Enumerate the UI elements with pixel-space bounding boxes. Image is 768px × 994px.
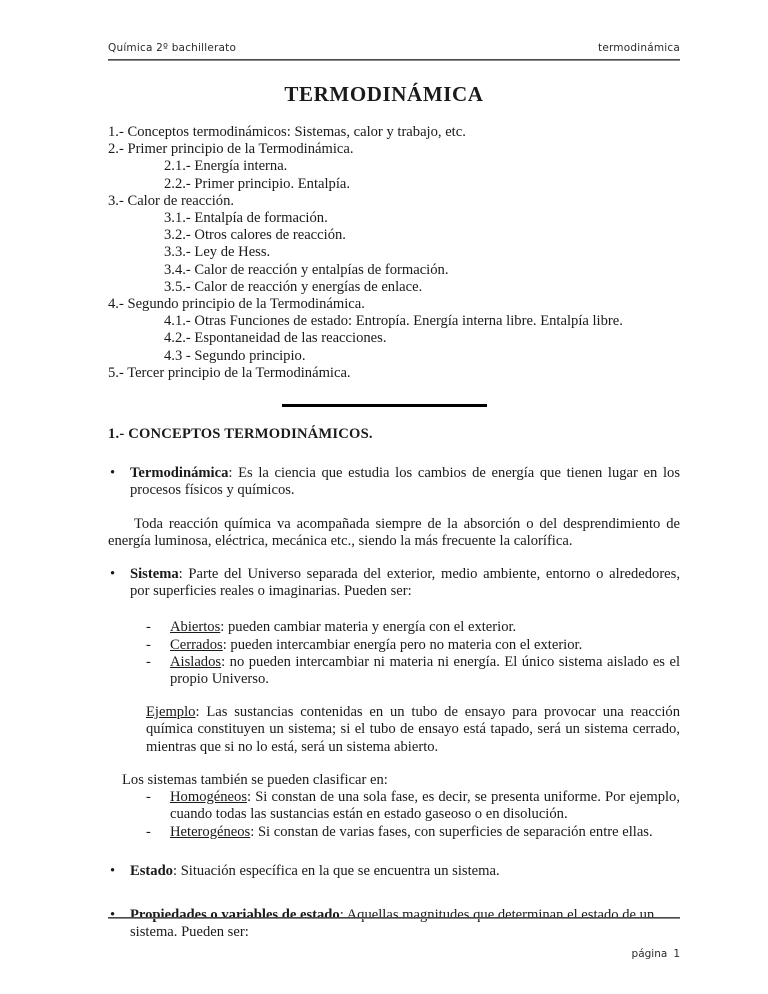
definition-termodinamica: Es la ciencia que estudia los cambios de energía que tienen lugar en los procesos físicos y químicos. [130, 465, 680, 499]
paragraph-toda-reaccion: Toda reacción química va acompañada siempre de la absorción o del desprendimiento de energía luminosa, eléctrica, mecánica etc., siendo la más frecuente la calorífica. [108, 515, 680, 549]
dash-bullet-icon: - [146, 823, 151, 840]
toc-item: 4.2.- Espontaneidad de las reacciones. [164, 330, 387, 347]
colon-separator: : [247, 789, 256, 806]
term-label: Aislados [170, 653, 222, 670]
term-description: no pueden intercambiar ni materia ni energía. El único sistema aislado es el propio Universo. [170, 653, 681, 688]
bullet-sistema [108, 566, 680, 600]
bullet-propiedades-text [130, 907, 680, 941]
term-label: Homogéneos [170, 789, 248, 806]
bullet-termodinamica-text [130, 465, 680, 499]
colon-separator: : [250, 823, 258, 840]
page-footer [108, 948, 680, 960]
ejemplo-text: Las sustancias contenidas en un tubo de ensayo para provocar una reacción química constituyen un sistema; si el tubo de ensayo está tapado, será un sistema cerrado, mientras que si no lo está, será un sistema abierto. [146, 704, 680, 755]
definition-propiedades: Aquellas magnitudes que determinan el estado de un sistema. Pueden ser: [130, 906, 655, 941]
list-item [108, 824, 680, 841]
list-item [108, 619, 680, 636]
colon-separator: : [172, 862, 181, 879]
term-label: Cerrados [170, 636, 223, 653]
footer-divider [108, 917, 680, 919]
toc-item: 2.1.- Energía interna. [164, 158, 288, 175]
toc-item: 3.4.- Calor de reacción y entalpías de formación. [164, 261, 449, 278]
toc-item: 4.1.- Otras Funciones de estado: Entropía. Energía interna libre. Entalpía libre. [164, 313, 623, 330]
definition-estado: Situación específica en la que se encuentra un sistema. [180, 862, 500, 879]
list-item [108, 637, 680, 654]
bullet-dot-icon: • [110, 862, 116, 879]
toc-item: 4.3 - Segundo principio. [164, 347, 306, 364]
bullet-termodinamica [108, 465, 680, 499]
dash-bullet-icon: - [146, 789, 151, 806]
bullet-propiedades [108, 907, 680, 941]
toc-item: 2.2.- Primer principio. Entalpía. [164, 175, 351, 192]
bullet-dot-icon: • [110, 906, 116, 923]
bullet-dot-icon: • [110, 566, 116, 583]
term-termodinamica: Termodinámica [130, 465, 229, 482]
bullet-estado-text [130, 863, 680, 880]
system-types-list [108, 619, 680, 688]
term-label: Heterogéneos [170, 823, 251, 840]
list-item [108, 789, 680, 823]
section-heading: 1.- CONCEPTOS TERMODINÁMICOS. [108, 426, 373, 443]
term-propiedades: Propiedades o variables de estado [130, 906, 340, 923]
toc-item: 5.- Tercer principio de la Termodinámica. [108, 364, 351, 381]
dash-bullet-icon: - [146, 653, 151, 670]
page-header [108, 42, 680, 54]
toc-item: 3.3.- Ley de Hess. [164, 244, 271, 261]
section-separator [108, 382, 680, 426]
toc-item: 2.- Primer principio de la Termodinámica. [108, 141, 354, 158]
colon-separator: : [195, 704, 207, 721]
header-topic-label: termodinámica [598, 42, 680, 54]
bullet-dot-icon: • [110, 465, 116, 482]
definition-sistema: Parte del Universo separada del exterior, medio ambiente, entorno o alrededores, por superficies reales o imaginarias. Pueden ser: [130, 566, 680, 600]
bullet-sistema-text [130, 566, 680, 600]
colon-separator: : [339, 906, 347, 923]
separator-bar [282, 404, 487, 407]
toc-item: 3.2.- Otros calores de reacción. [164, 227, 346, 244]
term-label: Abiertos [170, 619, 221, 636]
page-title: TERMODINÁMICA [284, 82, 484, 106]
colon-separator: : [222, 636, 231, 653]
ejemplo-label: Ejemplo [146, 704, 196, 721]
term-sistema: Sistema [130, 566, 179, 583]
term-description: pueden intercambiar energía pero no materia con el exterior. [230, 636, 583, 653]
colon-separator: : [220, 619, 228, 636]
colon-separator: : [228, 465, 239, 482]
term-description: pueden cambiar materia y energía con el exterior. [227, 619, 517, 636]
table-of-contents [108, 124, 680, 382]
classification-intro: Los sistemas también se pueden clasificar en: [122, 771, 388, 788]
toc-item: 4.- Segundo principio de la Termodinámica. [108, 296, 365, 313]
system-classes-list [108, 789, 680, 841]
bullet-estado [108, 863, 680, 880]
header-course-label: Química 2º bachillerato [108, 42, 237, 54]
toc-item: 1.- Conceptos termodinámicos: Sistemas, calor y trabajo, etc. [108, 124, 466, 140]
ejemplo-paragraph [108, 704, 680, 756]
document-body [108, 124, 680, 957]
term-estado: Estado [130, 862, 173, 879]
term-description: Si constan de varias fases, con superficies de separación entre ellas. [257, 823, 653, 840]
colon-separator: : [178, 566, 189, 583]
footer-page-label: página [631, 948, 668, 960]
header-divider [108, 59, 680, 61]
dash-bullet-icon: - [146, 636, 151, 653]
list-item [108, 654, 680, 688]
toc-item: 3.5.- Calor de reacción y energías de enlace. [164, 278, 423, 295]
toc-item: 3.- Calor de reacción. [108, 192, 235, 209]
footer-page-number: 1 [673, 948, 680, 960]
dash-bullet-icon: - [146, 619, 151, 636]
toc-item: 3.1.- Entalpía de formación. [164, 210, 328, 227]
term-description: Si constan de una sola fase, es decir, se presenta uniforme. Por ejemplo, cuando todas las sustancias están en estado gaseoso o en disolución. [170, 789, 681, 823]
colon-separator: : [221, 653, 230, 670]
